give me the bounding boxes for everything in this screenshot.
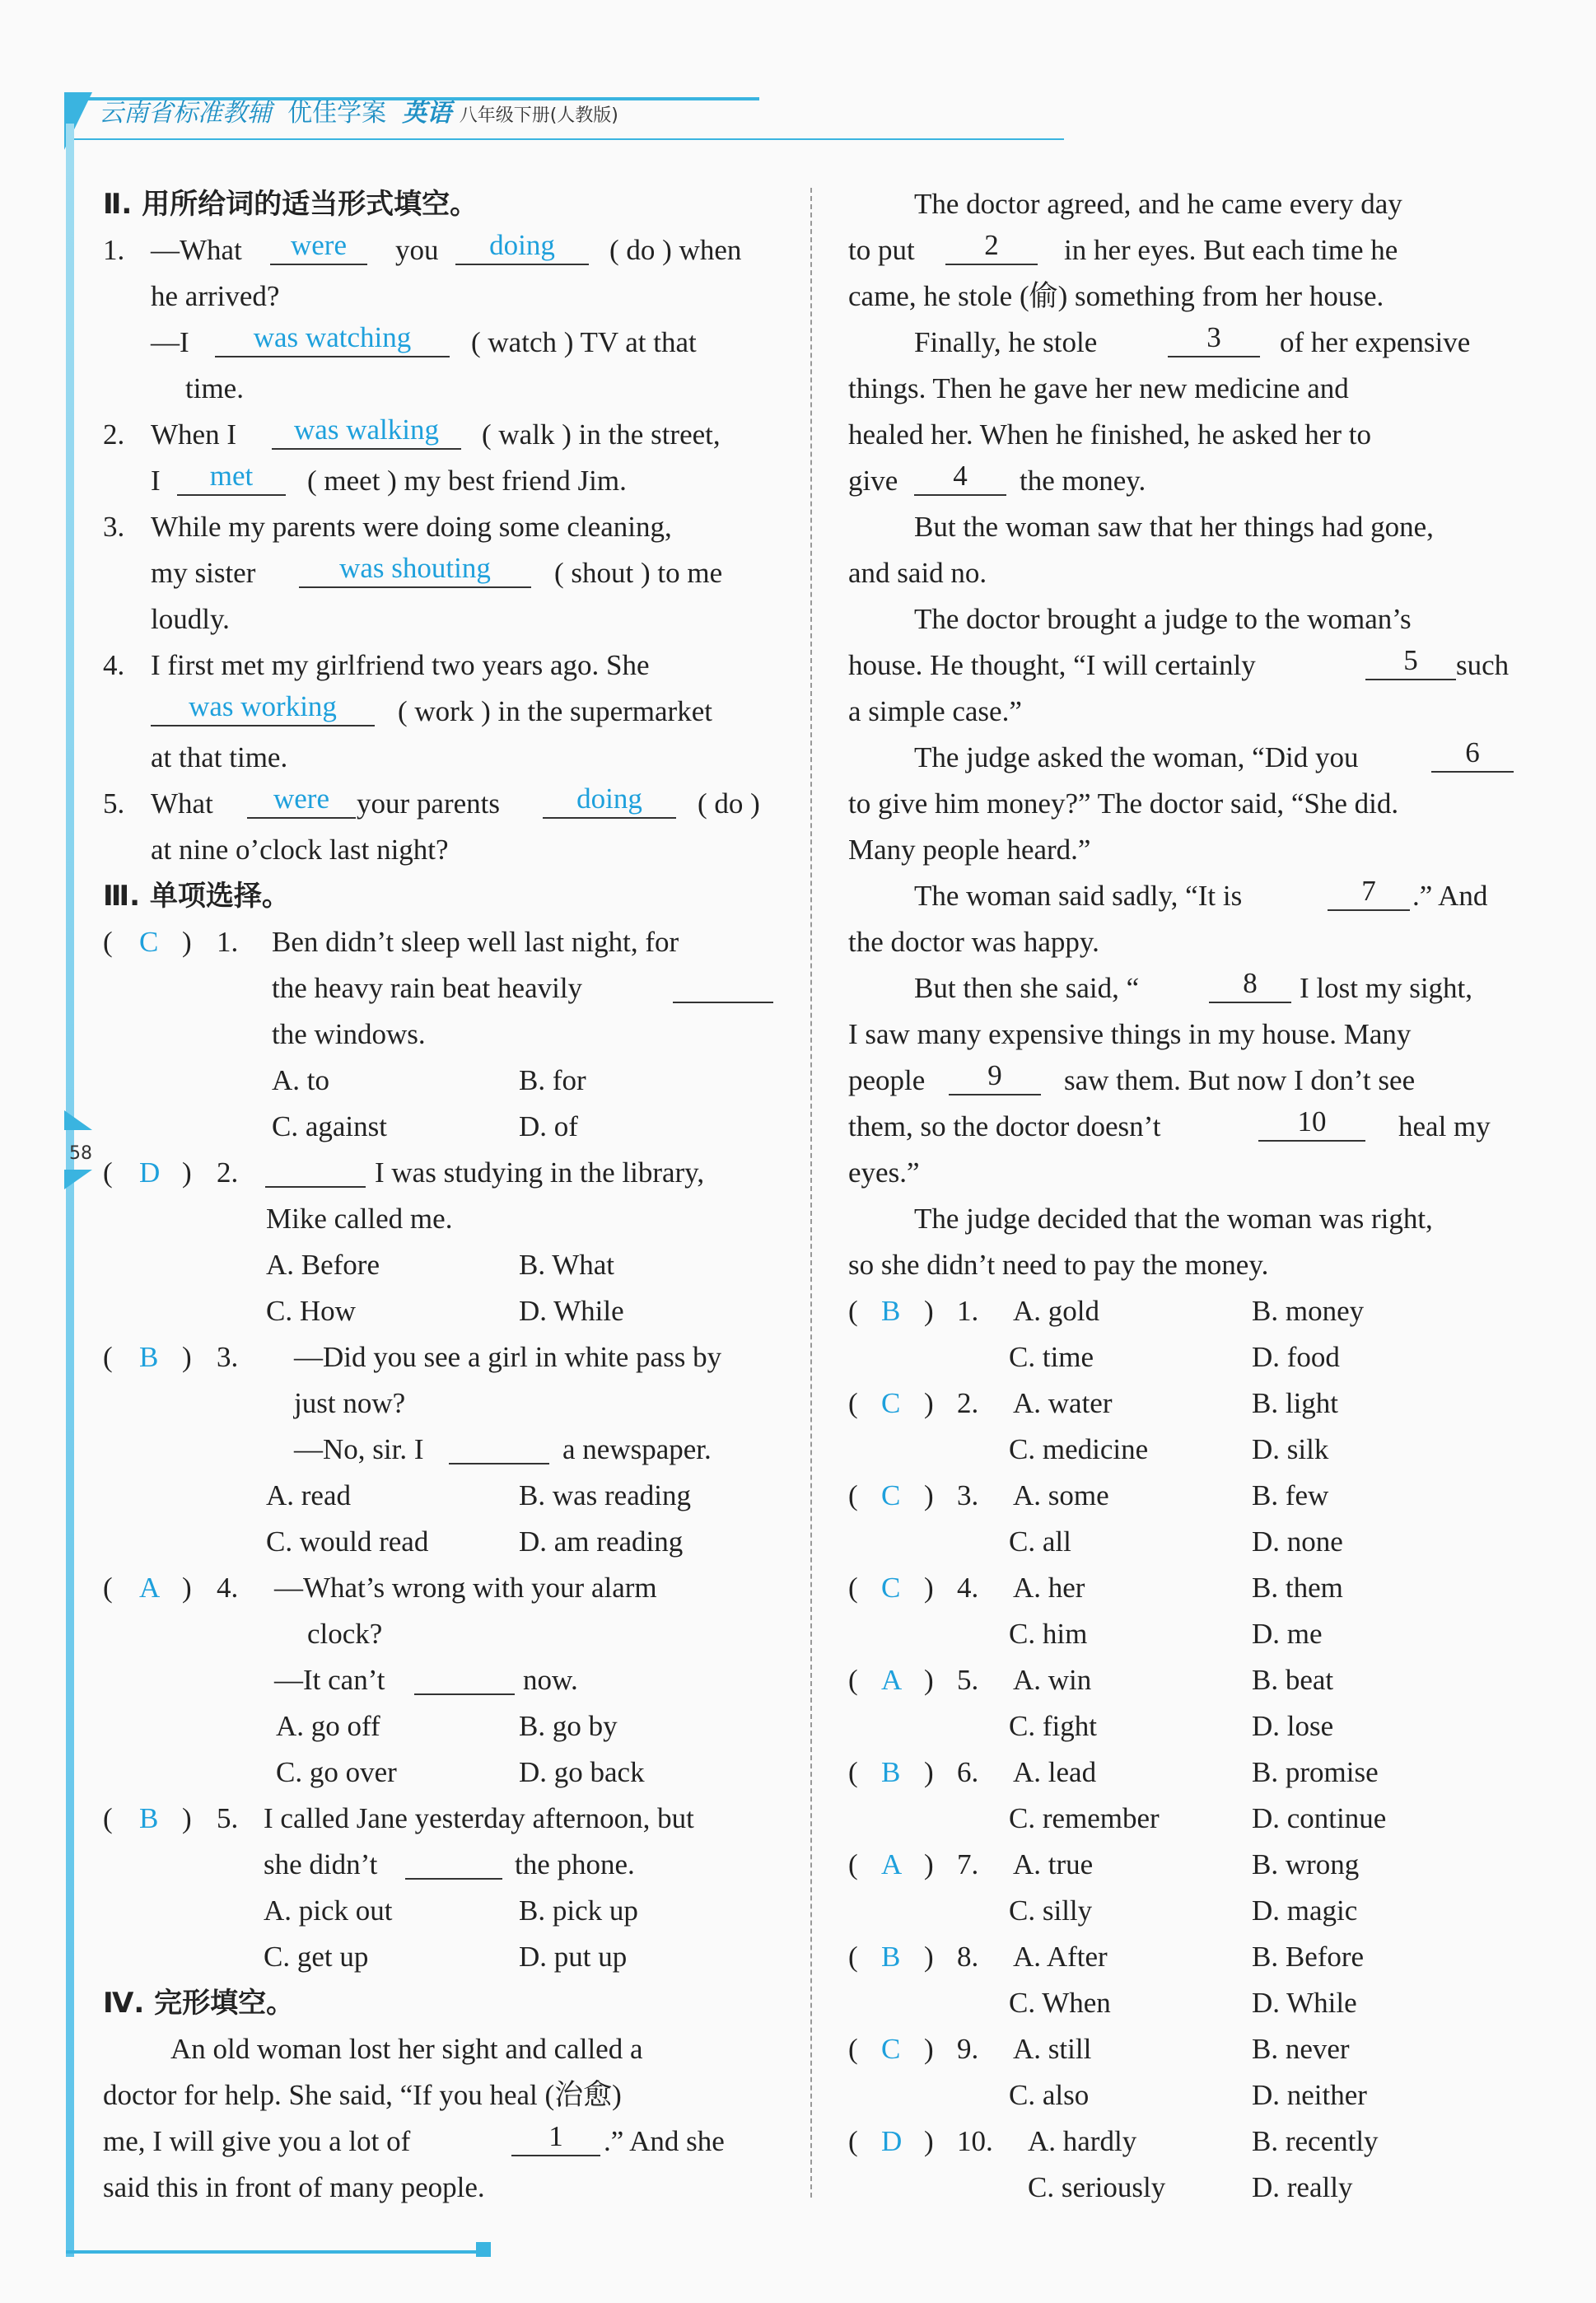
cloze-blank: 10	[1258, 1104, 1365, 1142]
option-d: D. lose	[1252, 1710, 1334, 1742]
cloze-line	[848, 181, 1515, 227]
answer-letter: A	[881, 1664, 903, 1696]
text: .” And she	[604, 2125, 725, 2157]
sec3-q5-line2	[103, 1842, 774, 1888]
text: I lost my sight,	[1300, 972, 1473, 1004]
sec3-q3-line1: ( B ) 3. —Did you see a girl in white pass by	[103, 1334, 774, 1380]
text: so she didn’t need to pay the money.	[848, 1249, 1269, 1281]
option-c: C. fight	[1009, 1710, 1097, 1742]
text: I	[151, 465, 161, 497]
option-d: D. me	[1252, 1618, 1323, 1650]
cloze-p1-line4	[103, 2165, 774, 2211]
text: Ben didn’t sleep well last night, for	[272, 926, 679, 958]
choice-row: ( C ) 4. A. her B. them	[848, 1565, 1515, 1611]
option-a: A. win	[1013, 1664, 1092, 1696]
sec2-q1-line1	[103, 227, 774, 273]
choice-row	[848, 2072, 1515, 2118]
cloze-blank: 9	[949, 1058, 1041, 1095]
text: But then she said, “	[914, 972, 1140, 1004]
option-d: D. am reading	[519, 1525, 684, 1558]
question-number: 2.	[217, 1156, 239, 1189]
option-b: B. light	[1252, 1387, 1339, 1419]
text: ( shout ) to me	[554, 557, 723, 589]
cloze-line	[848, 412, 1515, 458]
option-b: B. money	[1252, 1295, 1365, 1327]
sec3-q3-line3	[103, 1427, 774, 1473]
option-b: B. recently	[1252, 2125, 1379, 2157]
text: your parents	[357, 787, 500, 820]
choice-row	[848, 2165, 1515, 2211]
choice-row	[848, 1796, 1515, 1842]
cloze-line	[848, 735, 1515, 781]
option-c: C. medicine	[1009, 1433, 1149, 1465]
text: the money.	[1020, 465, 1146, 497]
text: The doctor brought a judge to the woman’s	[914, 603, 1412, 635]
option-a: A. pick out	[264, 1894, 393, 1927]
text: eyes.”	[848, 1156, 920, 1189]
answer-blank: doing	[455, 227, 589, 265]
option-b: B. wrong	[1252, 1848, 1360, 1880]
text: my sister	[151, 557, 256, 589]
option-c: C. remember	[1009, 1802, 1160, 1834]
cloze-blank: 6	[1431, 735, 1514, 773]
cloze-line	[848, 873, 1515, 919]
text: I called Jane yesterday afternoon, but	[264, 1802, 694, 1834]
answer-letter: C	[881, 2033, 901, 2065]
sec3-q1-line1: ( C ) 1. Ben didn’t sleep well last night, for	[103, 919, 774, 965]
text: ( do ) when	[609, 234, 742, 266]
option-d: D. While	[519, 1295, 624, 1327]
text: now.	[523, 1664, 578, 1696]
text: —What	[151, 234, 242, 266]
sec3-q4-opts1	[103, 1703, 774, 1749]
text: the phone.	[515, 1848, 635, 1880]
sec2-q2-line2	[103, 458, 774, 504]
text: But the woman saw that her things had gone,	[914, 511, 1434, 543]
sec2-q1-line4	[103, 366, 774, 412]
answer-letter: C	[881, 1479, 901, 1511]
option-a: A. true	[1013, 1848, 1094, 1880]
text: Many people heard.”	[848, 834, 1091, 866]
answer-letter: B	[881, 1295, 901, 1327]
cloze-blank: 3	[1168, 320, 1260, 357]
answer-blank: was watching	[215, 320, 450, 357]
option-d: D. food	[1252, 1341, 1340, 1373]
cloze-line	[848, 1196, 1515, 1242]
sec3-q1-line2	[103, 965, 774, 1011]
option-c: C. How	[266, 1295, 356, 1327]
option-a: A. water	[1013, 1387, 1113, 1419]
sec2-q4-line1	[103, 642, 774, 689]
answer-letter: B	[139, 1341, 159, 1373]
cloze-line	[848, 965, 1515, 1011]
choice-row	[848, 1611, 1515, 1657]
answer-blank: doing	[543, 781, 676, 819]
text: time.	[185, 372, 244, 404]
sec3-q5-opts2	[103, 1934, 774, 1980]
sec3-q1-opts2	[103, 1104, 774, 1150]
footer-square	[476, 2242, 491, 2257]
sec3-q1-opts1	[103, 1058, 774, 1104]
option-d: D. neither	[1252, 2079, 1367, 2111]
sec3-q2-line1: ( D ) 2. I was studying in the library,	[103, 1150, 774, 1196]
sec3-q5-opts1	[103, 1888, 774, 1934]
text: to give him money?” The doctor said, “She did.	[848, 787, 1399, 820]
question-number: 1.	[957, 1295, 979, 1327]
option-a: A. her	[1013, 1572, 1085, 1604]
choice-row: ( B ) 6. A. lead B. promise	[848, 1749, 1515, 1796]
sec3-q3-line2	[103, 1380, 774, 1427]
question-number: 3.	[957, 1479, 979, 1511]
question-number: 2.	[957, 1387, 979, 1419]
cloze-line	[848, 1150, 1515, 1196]
text: ( work ) in the supermarket	[398, 695, 712, 727]
choice-row: ( A ) 5. A. win B. beat	[848, 1657, 1515, 1703]
question-number: 8.	[957, 1941, 979, 1973]
footer-bar	[66, 2250, 482, 2254]
option-b: B. pick up	[519, 1894, 638, 1927]
text: The doctor agreed, and he came every day	[914, 188, 1402, 220]
option-c: C. all	[1009, 1525, 1071, 1558]
cloze-line	[848, 596, 1515, 642]
option-c: C. also	[1009, 2079, 1090, 2111]
sec2-q2-line1	[103, 412, 774, 458]
option-a: A. Before	[266, 1249, 380, 1281]
text: saw them. But now I don’t see	[1064, 1064, 1416, 1096]
option-b: B. them	[1252, 1572, 1343, 1604]
text: came, he stole (偷) something from her house.	[848, 280, 1384, 312]
question-number: 5.	[103, 787, 125, 820]
text: such	[1456, 649, 1510, 681]
question-number: 6.	[957, 1756, 979, 1788]
side-bar	[66, 124, 74, 2257]
answer-blank: was walking	[272, 412, 461, 450]
text: ( do )	[698, 787, 760, 820]
question-number: 1.	[217, 926, 239, 958]
option-b: B. Before	[1252, 1941, 1365, 1973]
page-number: 58	[69, 1143, 92, 1164]
option-c: C. time	[1009, 1341, 1094, 1373]
text: What	[151, 787, 213, 820]
question-number: 4.	[103, 649, 125, 681]
text: the doctor was happy.	[848, 926, 1099, 958]
text: healed her. When he finished, he asked her to	[848, 418, 1371, 451]
answer-blank: were	[270, 227, 367, 265]
answer-letter: C	[881, 1387, 901, 1419]
option-c: C. would read	[266, 1525, 429, 1558]
option-b: B. promise	[1252, 1756, 1379, 1788]
option-a: A. go off	[276, 1710, 380, 1742]
option-a: A. After	[1013, 1941, 1108, 1973]
cloze-line	[848, 1242, 1515, 1288]
text: —What’s wrong with your alarm	[274, 1572, 657, 1604]
option-d: D. While	[1252, 1987, 1357, 2019]
text: people	[848, 1064, 926, 1096]
text: —I	[151, 326, 189, 358]
text: doctor for help. She said, “If you heal (治愈)	[103, 2079, 622, 2111]
answer-letter: A	[139, 1572, 161, 1604]
text: give	[848, 465, 898, 497]
cloze-line	[848, 827, 1515, 873]
text: loudly.	[151, 603, 230, 635]
choice-row: ( C ) 2. A. water B. light	[848, 1380, 1515, 1427]
option-a: A. gold	[1013, 1295, 1099, 1327]
page-header	[99, 92, 618, 128]
cloze-p1-line3	[103, 2118, 774, 2165]
option-b: B. few	[1252, 1479, 1329, 1511]
cloze-blank: 5	[1365, 642, 1456, 680]
text: at nine o’clock last night?	[151, 834, 449, 866]
sec2-q5-line2	[103, 827, 774, 873]
text: clock?	[307, 1618, 383, 1650]
cloze-line	[848, 1058, 1515, 1104]
option-d: D. magic	[1252, 1894, 1358, 1927]
text: just now?	[294, 1387, 406, 1419]
text: The judge decided that the woman was right,	[914, 1203, 1433, 1235]
text: house. He thought, “I will certainly	[848, 649, 1256, 681]
text: she didn’t	[264, 1848, 378, 1880]
text: the heavy rain beat heavily	[272, 972, 583, 1004]
cloze-blank: 8	[1209, 965, 1291, 1003]
sec2-q4-line3	[103, 735, 774, 781]
option-d: D. silk	[1252, 1433, 1329, 1465]
text: said this in front of many people.	[103, 2171, 485, 2203]
option-d: D. continue	[1252, 1802, 1387, 1834]
sec3-q1-line3	[103, 1011, 774, 1058]
text: I first met my girlfriend two years ago. She	[151, 649, 650, 681]
cloze-blank: 2	[945, 227, 1038, 265]
cloze-line	[848, 1011, 1515, 1058]
option-c: C. against	[272, 1110, 387, 1142]
text: a simple case.”	[848, 695, 1022, 727]
choice-row	[848, 1980, 1515, 2026]
answer-letter: A	[881, 1848, 903, 1880]
sec2-q4-line2	[103, 689, 774, 735]
answer-letter: D	[881, 2125, 903, 2157]
section-2-title: Ⅱ. 用所给词的适当形式填空。	[103, 188, 478, 221]
sec3-q3-opts1	[103, 1473, 774, 1519]
answer-blank: was shouting	[299, 550, 531, 588]
left-column	[103, 181, 774, 2211]
sec3-q2-line2	[103, 1196, 774, 1242]
option-d: D. of	[519, 1110, 578, 1142]
cloze-line	[848, 227, 1515, 273]
option-c: C. When	[1009, 1987, 1111, 2019]
question-number: 4.	[217, 1572, 239, 1604]
question-number: 3.	[217, 1341, 239, 1373]
text: ( walk ) in the street,	[482, 418, 721, 451]
text: ( watch ) TV at that	[471, 326, 697, 358]
answer-blank: met	[177, 458, 286, 496]
option-d: D. go back	[519, 1756, 645, 1788]
choice-row	[848, 1888, 1515, 1934]
cloze-line	[848, 550, 1515, 596]
answer-blank: were	[247, 781, 356, 819]
option-a: A. to	[272, 1064, 329, 1096]
choice-row: ( C ) 9. A. still B. never	[848, 2026, 1515, 2072]
option-a: A. hardly	[1028, 2125, 1137, 2157]
cloze-p1-line1	[103, 2026, 774, 2072]
text: heal my	[1398, 1110, 1491, 1142]
option-b: B. beat	[1252, 1664, 1334, 1696]
sec3-q4-line2	[103, 1611, 774, 1657]
text: at that time.	[151, 741, 288, 773]
sec2-q1-line3	[103, 320, 774, 366]
column-divider	[810, 188, 812, 2198]
option-b: B. go by	[519, 1710, 618, 1742]
text: of her expensive	[1280, 326, 1471, 358]
cloze-blank: 1	[511, 2118, 600, 2156]
choice-row: ( C ) 3. A. some B. few	[848, 1473, 1515, 1519]
choice-row: ( B ) 8. A. After B. Before	[848, 1934, 1515, 1980]
cloze-line	[848, 1104, 1515, 1150]
answer-letter: C	[139, 926, 159, 958]
right-column	[848, 181, 1515, 2211]
text: in her eyes. But each time he	[1064, 234, 1398, 266]
text: he arrived?	[151, 280, 280, 312]
header-grade: 八年级下册(人教版)	[459, 105, 618, 126]
sec3-q2-opts2	[103, 1288, 774, 1334]
option-c: C. him	[1009, 1618, 1088, 1650]
text: things. Then he gave her new medicine and	[848, 372, 1349, 404]
cloze-line	[848, 689, 1515, 735]
section-4-title: Ⅳ. 完形填空。	[103, 1987, 295, 2020]
cloze-line	[848, 504, 1515, 550]
text: you	[395, 234, 439, 266]
option-d: D. put up	[519, 1941, 628, 1973]
sec2-q3-line3	[103, 596, 774, 642]
choice-row	[848, 1519, 1515, 1565]
text: I was studying in the library,	[375, 1156, 705, 1189]
option-c: C. go over	[276, 1756, 397, 1788]
cloze-p1-line2	[103, 2072, 774, 2118]
cloze-choices	[848, 1288, 1515, 2211]
choice-row	[848, 1334, 1515, 1380]
text: Mike called me.	[266, 1203, 453, 1235]
text: While my parents were doing some cleaning,	[151, 511, 672, 543]
sec3-q5-line1: ( B ) 5. I called Jane yesterday afternoon, but	[103, 1796, 774, 1842]
text: —No, sir. I	[294, 1433, 424, 1465]
question-number: 10.	[957, 2125, 993, 2157]
sec3-q3-opts2	[103, 1519, 774, 1565]
option-c: C. silly	[1009, 1894, 1093, 1927]
cloze-line	[848, 366, 1515, 412]
question-number: 3.	[103, 511, 125, 543]
option-a: A. read	[266, 1479, 352, 1511]
cloze-blank: 7	[1328, 873, 1410, 911]
option-b: B. was reading	[519, 1479, 691, 1511]
option-d: D. really	[1252, 2171, 1353, 2203]
option-b: B. never	[1252, 2033, 1350, 2065]
sec3-q4-opts2	[103, 1749, 774, 1796]
choice-row: ( A ) 7. A. true B. wrong	[848, 1842, 1515, 1888]
question-number: 1.	[103, 234, 125, 266]
sec2-q3-line1	[103, 504, 774, 550]
sec3-q4-line1: ( A ) 4. —What’s wrong with your alarm	[103, 1565, 774, 1611]
text: —Did you see a girl in white pass by	[294, 1341, 722, 1373]
choice-row	[848, 1427, 1515, 1473]
cloze-line	[848, 919, 1515, 965]
question-number: 5.	[217, 1802, 239, 1834]
sec2-q1-line2	[103, 273, 774, 320]
text: a newspaper.	[562, 1433, 712, 1465]
answer-blank: was working	[151, 689, 375, 726]
text: ( meet ) my best friend Jim.	[307, 465, 627, 497]
text: The woman said sadly, “It is	[914, 880, 1243, 912]
header-subject: 英语	[402, 99, 452, 128]
sec2-q3-line2	[103, 550, 774, 596]
text: Finally, he stole	[914, 326, 1098, 358]
text: the windows.	[272, 1018, 426, 1050]
option-c: C. seriously	[1028, 2171, 1166, 2203]
sec3-q2-opts1	[103, 1242, 774, 1288]
sec3-q4-line3	[103, 1657, 774, 1703]
choice-row: ( D ) 10. A. hardly B. recently	[848, 2118, 1515, 2165]
text: and said no.	[848, 557, 987, 589]
cloze-blank: 4	[914, 458, 1006, 496]
question-number: 9.	[957, 2033, 979, 2065]
option-b: B. What	[519, 1249, 615, 1281]
option-a: A. lead	[1013, 1756, 1097, 1788]
answer-letter: C	[881, 1572, 901, 1604]
question-number: 5.	[957, 1664, 979, 1696]
text: me, I will give you a lot of	[103, 2125, 411, 2157]
cloze-line	[848, 642, 1515, 689]
question-number: 4.	[957, 1572, 979, 1604]
text: .” And	[1412, 880, 1488, 912]
header-book: 优佳学案	[287, 99, 387, 128]
question-number: 7.	[957, 1848, 979, 1880]
text: An old woman lost her sight and called a	[170, 2033, 643, 2065]
text: them, so the doctor doesn’t	[848, 1110, 1161, 1142]
text: to put	[848, 234, 915, 266]
text: The judge asked the woman, “Did you	[914, 741, 1359, 773]
answer-letter: B	[881, 1756, 901, 1788]
option-c: C. get up	[264, 1941, 369, 1973]
section-3-title: Ⅲ. 单项选择。	[103, 880, 290, 913]
answer-letter: B	[139, 1802, 159, 1834]
text: —It can’t	[274, 1664, 385, 1696]
option-a: A. some	[1013, 1479, 1109, 1511]
choice-row	[848, 1703, 1515, 1749]
option-a: A. still	[1013, 2033, 1092, 2065]
answer-letter: B	[881, 1941, 901, 1973]
option-b: B. for	[519, 1064, 586, 1096]
sec2-q5-line1	[103, 781, 774, 827]
answer-letter: D	[139, 1156, 161, 1189]
header-series: 云南省标准教辅	[99, 99, 272, 128]
header-rule	[68, 138, 1064, 140]
cloze-line	[848, 458, 1515, 504]
cloze-line	[848, 320, 1515, 366]
cloze-line	[848, 273, 1515, 320]
text: When I	[151, 418, 236, 451]
cloze-line	[848, 781, 1515, 827]
question-number: 2.	[103, 418, 125, 451]
option-d: D. none	[1252, 1525, 1343, 1558]
choice-row: ( B ) 1. A. gold B. money	[848, 1288, 1515, 1334]
text: I saw many expensive things in my house. Many	[848, 1018, 1412, 1050]
